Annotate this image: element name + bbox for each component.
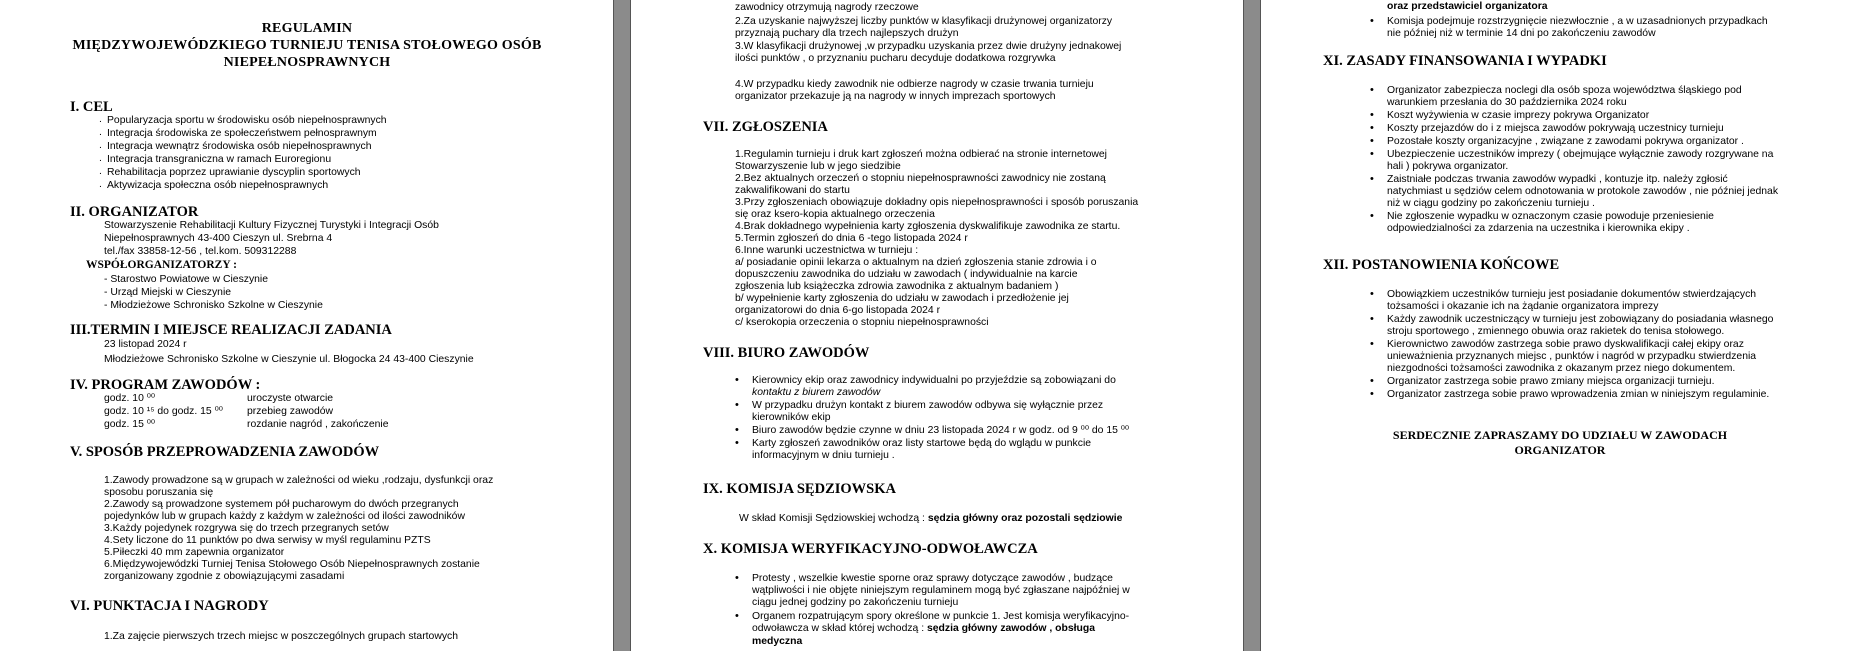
rule-line: 6.Międzywojewódzki Turniej Tenisa Stołowego Osób Niepełnosprawnych zostanie [104,559,480,570]
list-item: • Protesty , wszelkie kwestie sporne oraz sprawy dotyczące zawodów , budzące [752,572,1113,585]
list-item: • Organem rozpatrującym spory określone w punkcie 1. Jest komisja weryfikacyjno- [752,610,1129,623]
list-item: . Integracja wewnątrz środowiska osób niepełnosprawnych [107,140,372,153]
closing-signature: ORGANIZATOR [1514,443,1606,457]
rule-line: 2.Zawody są prowadzone systemem pół pucharowym do dwóch przegranych [104,499,459,510]
list-item-cont: unieważnienia przyznanych miejsc , punktów i nagród w przypadku stwierdzenia [1387,351,1757,362]
section-heading-termin: III.TERMIN I MIEJSCE REALIZACJI ZADANIA [70,322,392,338]
rule-line: 2.Bez aktualnych orzeczeń o stopniu niepełnosprawności zawodnicy nie zostaną [735,173,1106,184]
rule-line: zorganizowany zgodnie z obowiązującymi zasadami [104,571,345,582]
section-heading-organizator: II. ORGANIZATOR [70,204,199,220]
section-heading-postanowienia: XII. POSTANOWIENIA KOŃCOWE [1323,257,1560,273]
program-time: godz. 15 ⁰⁰ [104,419,156,430]
section-heading-sposob: V. SPOSÓB PRZEPROWADZENIA ZAWODÓW [70,444,380,460]
closing-invitation: SERDECZNIE ZAPRASZAMY DO UDZIAŁU W ZAWODACH [1392,428,1728,442]
list-item-cont: oraz przedstawiciel organizatora [1387,1,1548,12]
section-heading-zgloszenia: VII. ZGŁOSZENIA [703,119,828,135]
list-item-cont [752,622,1095,635]
list-item: • Karty zgłoszeń zawodników oraz listy startowe będą do wglądu w punkcie [752,437,1091,450]
list-item-cont: hali ) pokrywa organizator. [1387,161,1509,172]
list-item: • Ubezpieczenie uczestników imprezy ( obejmujące wyłącznie zawody rozgrywane na [1387,148,1773,161]
rule-line: 4.Sety liczone do 11 punktów po dwa serwisy w myśl regulaminu PZTS [104,535,431,546]
list-item-cont: warunkiem przesłania do 30 października 2024 roku [1387,97,1627,108]
list-item: • Obowiązkiem uczestników turnieju jest posiadanie dokumentów stwierdzających [1387,288,1756,301]
rule-line: ilości punktów , o przyznaniu pucharu decyduje dodatkowa rozgrywka [735,53,1056,64]
list-item: • Nie zgłoszenie wypadku w oznaczonym czasie powoduje przeniesienie [1387,210,1714,223]
rule-line: 5.Termin zgłoszeń do dnia 6 -tego listopada 2024 r [735,233,968,244]
section-heading-cel: I. CEL [70,99,113,115]
list-item-text: odwoławcza w skład której wchodzą : [752,623,927,634]
rule-line: c/ kserokopia orzeczenia o stopniu niepełnosprawności [735,317,989,328]
rule-line: 5.Piłeczki 40 mm zapewnia organizator [104,547,285,558]
rule-line: a/ posiadanie opinii lekarza o aktualnym na dzień zgłoszenia stanie zdrowia i o [735,257,1097,268]
section-heading-finansowanie: XI. ZASADY FINANSOWANIA I WYPADKI [1323,53,1607,69]
coorganizers-heading: WSPÓŁORGANIZATORZY : [86,259,237,271]
rule-line: dopuszczeniu zawodnika do udziału w zawodach ( indywidualnie na karcie [735,269,1078,280]
list-item: • Pozostałe koszty organizacyjne , związane z zawodami pokrywa organizator . [1387,135,1744,148]
document-page-3 [1260,0,1858,651]
program-time: godz. 10 ⁰⁰ [104,393,156,404]
list-item-cont: wątpliwości i nie objęte niniejszym regulaminem mogą być zgłaszane najpóźniej w [752,585,1130,596]
list-item: • Komisja podejmuje rozstrzygnięcie niezwłocznie , a w uzasadnionych przypadkach [1387,15,1768,28]
rule-line: przyznają puchary dla trzech najlepszych drużyn [735,28,959,39]
list-item-cont: odpowiedzialności za zdarzenia na uczestnika i kierownika ekipy . [1387,223,1690,234]
rule-line: 1.Za zajęcie pierwszych trzech miejsc w poszczególnych grupach startowych [104,631,459,642]
list-item-cont: natychmiast u sędziów celem odnotowania w protokole zawodów , nie później jednak [1387,186,1779,197]
list-item: . Integracja środowiska ze społeczeństwem pełnosprawnym [107,127,377,140]
section-heading-komisja-sedziowska: IX. KOMISJA SĘDZIOWSKA [703,481,896,497]
document-title [0,20,614,71]
rule-line: Stowarzyszenie lub w jego siedzibie [735,161,901,172]
rule-line: zawodnicy otrzymują nagrody rzeczowe [735,2,919,13]
rule-line: 1.Regulamin turnieju i druk kart zgłoszeń można odbierać na stronie internetowej [735,149,1107,160]
document-page-1 [0,0,614,651]
program-event: przebieg zawodów [247,406,334,417]
list-item: - Młodzieżowe Schronisko Szkolne w Cieszynie [104,299,323,312]
closing-block [1261,428,1858,458]
venue-line: Młodzieżowe Schronisko Szkolne w Cieszynie ul. Błogocka 24 43-400 Cieszynie [104,354,474,365]
section-heading-biuro: VIII. BIURO ZAWODÓW [703,345,870,361]
list-item-cont: medyczna [752,636,803,647]
rule-line: 1.Zawody prowadzone są w grupach w zależności od wieku ,rodzaju, dysfunkcji oraz [104,475,494,486]
rule-line: 4.Brak dokładnego wypełnienia karty zgłoszenia dyskwalifikuje zawodnika ze startu. [735,221,1121,232]
rule-line: pojedynków lub w grupach każdy z każdym w zależności od ilości zawodników [104,511,465,522]
rule-line: się oraz ksero-kopia aktualnego orzeczenia [735,209,935,220]
title-line: REGULAMIN [261,21,353,36]
rule-line: 3.W klasyfikacji drużynowej ,w przypadku uzyskania przez dwie drużyny jednakowej [735,41,1122,52]
section-heading-komisja-odwolawcza: X. KOMISJA WERYFIKACYJNO-ODWOŁAWCZA [703,541,1038,557]
program-event: uroczyste otwarcie [247,393,334,404]
list-item: . Rehabilitacja poprzez uprawianie dyscyplin sportowych [107,166,361,179]
rule-line: 6.Inne warunki uczestnictwa w turnieju : [735,245,919,256]
list-item: • Organizator zastrzega sobie prawo wprowadzenia zmian w niniejszym regulaminie. [1387,388,1769,401]
organizer-line: Niepełnosprawnych 43-400 Cieszyn ul. Srebrna 4 [104,233,333,244]
list-item: . Integracja transgraniczna w ramach Euroregionu [107,153,331,166]
list-item: • Organizator zastrzega sobie prawo zmiany miejsca organizacji turnieju. [1387,375,1714,388]
section-heading-punktacja: VI. PUNKTACJA I NAGRODY [70,598,269,614]
program-event: rozdanie nagród , zakończenie [247,419,389,430]
list-item-cont: informacyjnym w dniu turnieju . [752,450,895,461]
list-item: . Aktywizacja społeczna osób niepełnosprawnych [107,179,328,192]
list-item: • Biuro zawodów będzie czynne w dniu 23 listopada 2024 r w godz. od 9 ⁰⁰ do 15 ⁰⁰ [752,424,1129,437]
organizer-line: tel./fax 33858-12-56 , tel.kom. 509312288 [104,246,297,257]
list-item: • Koszt wyżywienia w czasie imprezy pokrywa Organizator [1387,109,1649,122]
list-item: - Urząd Miejski w Cieszynie [104,286,231,299]
list-item-cont: kierowników ekip [752,412,831,423]
list-item: . Popularyzacja sportu w środowisku osób niepełnosprawnych [107,114,387,127]
list-item-cont: niż w ciągu godziny po zakończeniu turnieju . [1387,198,1595,209]
list-item: • Kierownicy ekip oraz zawodnicy indywidualni po przyjeździe są zobowiązani do [752,374,1116,387]
list-item-cont: stroju sportowego , zmiennego obuwia oraz rakietek do tenisa stołowego. [1387,326,1725,337]
title-line: NIEPEŁNOSPRAWNYCH [223,55,391,70]
list-item: - Starostwo Powiatowe w Cieszynie [104,273,268,286]
rule-line: organizator przekazuje ją na nagrody w innych imprezach sportowych [735,91,1056,102]
document-page-2 [630,0,1244,651]
program-time: godz. 10 ¹⁵ do godz. 15 ⁰⁰ [104,406,223,417]
list-item: • Każdy zawodnik uczestniczący w turnieju jest zobowiązany do posiadania własnego [1387,313,1773,326]
section-heading-program: IV. PROGRAM ZAWODÓW : [70,377,261,393]
rule-line: zgłoszenia lub książeczka zdrowia zawodnika z aktualnym badaniem ) [735,281,1059,292]
rule-line: 3.Każdy pojedynek rozgrywa się do trzech przegranych setów [104,523,389,534]
list-item-cont: tożsamości i okazanie ich na żądanie organizatora imprezy [1387,301,1659,312]
list-item: • Kierownictwo zawodów zastrzega sobie prawo dyskwalifikacji całej ekipy oraz [1387,338,1744,351]
list-item: • W przypadku drużyn kontakt z biurem zawodów odbywa się wyłącznie przez [752,399,1103,412]
list-item-cont: nie później niż w terminie 14 dni po zakończeniu zawodów [1387,28,1656,39]
rule-line: 2.Za uzyskanie najwyższej liczby punktów w klasyfikacji drużynowej organizatorzy [735,16,1113,27]
rule-line: b/ wypełnienie karty zgłoszenia do udziału w zawodach i przedłożenie jej [735,293,1069,304]
list-item-cont: ciągu jednej godziny po zakończeniu turnieju [752,597,959,608]
organizer-line: Stowarzyszenie Rehabilitacji Kultury Fizycznej Turystyki i Integracji Osób [104,220,439,231]
jury-line-bold: sędzia główny oraz pozostali sędziowie [927,513,1123,524]
rule-line: sposobu poruszania się [104,487,214,498]
list-item: • Zaistniałe podczas trwania zawodów wypadki , kontuzje itp. należy zgłosić [1387,173,1728,186]
rule-line: zakwalifikowani do startu [735,185,850,196]
date-line: 23 listopad 2024 r [104,339,187,350]
rule-line: organizatorowi do dnia 6-go listopada 2024 r [735,305,941,316]
list-item-cont: niezgodności tożsamości zawodnika z okazanym przez niego dokumentem. [1387,363,1736,374]
jury-line-text: W skład Komisji Sędziowskiej wchodzą : [739,513,928,524]
title-line: MIĘDZYWOJEWÓDZKIEGO TURNIEJU TENISA STOŁOWEGO OSÓB [72,38,542,53]
jury-line [739,512,1122,525]
rule-line: 3.Przy zgłoszeniach obowiązuje dokładny opis niepełnosprawności i sposób poruszania [735,197,1139,208]
list-item-cont: kontaktu z biurem zawodów [752,387,881,398]
rule-line: 4.W przypadku kiedy zawodnik nie odbierze nagrody w czasie trwania turnieju [735,79,1094,90]
list-item: • Koszty przejazdów do i z miejsca zawodów pokrywają uczestnicy turnieju [1387,122,1724,135]
list-item-bold: sędzia główny zawodów , obsługa [927,623,1096,634]
list-item: • Organizator zabezpiecza noclegi dla osób spoza województwa śląskiego pod [1387,84,1742,97]
